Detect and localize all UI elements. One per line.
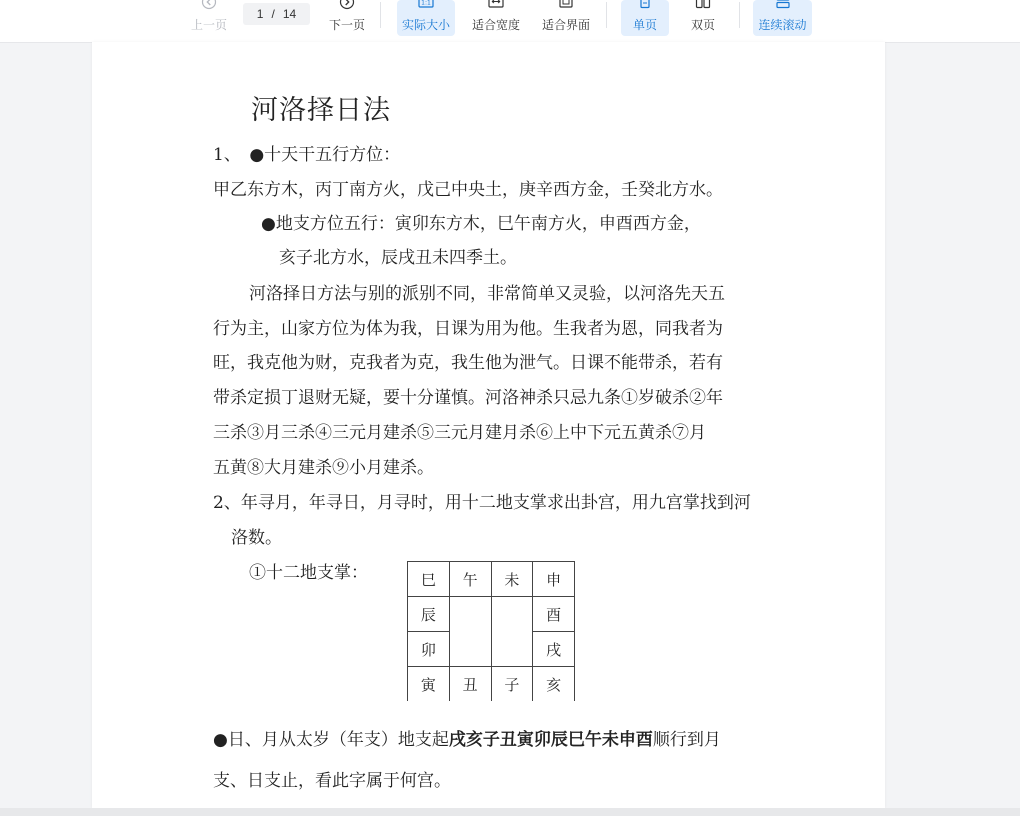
grid-cell: 丑 bbox=[449, 667, 491, 702]
continuous-scroll-label: 连续滚动 bbox=[758, 18, 807, 32]
doc-line: 亥子北方水，辰戌丑未四季土。 bbox=[279, 248, 517, 268]
grid-cell bbox=[449, 632, 491, 667]
doc-line: ①十二地支掌： bbox=[249, 563, 368, 583]
page-separator: / bbox=[271, 7, 275, 21]
doc-line: 2、年寻月，年寻日，月寻时，用十二地支掌求出卦宫，用九宫掌找到河 bbox=[213, 493, 751, 513]
grid-cell bbox=[449, 597, 491, 632]
grid-cell: 辰 bbox=[408, 597, 450, 632]
actual-size-button[interactable] bbox=[397, 0, 455, 36]
next-page-button[interactable] bbox=[325, 0, 369, 36]
doc-line: 河洛择日方法与别的派别不同，非常简单又灵验，以河洛先天五 bbox=[249, 284, 725, 304]
fit-page-label: 适合界面 bbox=[541, 18, 590, 32]
prev-page-label: 上一页 bbox=[190, 18, 227, 32]
doc-line: 甲乙东方木，丙丁南方火，戊己中央土，庚辛西方金，壬癸北方水。 bbox=[213, 180, 723, 200]
grid-cell: 未 bbox=[491, 562, 533, 597]
grid-cell: 亥 bbox=[533, 667, 575, 702]
grid-cell: 午 bbox=[449, 562, 491, 597]
page-indicator[interactable] bbox=[243, 3, 310, 25]
doc-line: 洛数。 bbox=[231, 528, 282, 548]
single-page-button[interactable] bbox=[621, 0, 669, 36]
prev-page-button[interactable] bbox=[188, 0, 230, 36]
doc-line bbox=[213, 725, 721, 750]
total-pages: 14 bbox=[282, 7, 297, 21]
final-prefix: ●日、月从太岁（年支）地支起 bbox=[213, 730, 449, 750]
viewer-toolbar bbox=[0, 0, 1020, 43]
chevron-left-icon bbox=[201, 0, 217, 16]
single-page-icon bbox=[637, 0, 653, 16]
doc-line: ●地支方位五行：寅卯东方木，巳午南方火，申酉西方金， bbox=[261, 214, 701, 234]
grid-cell: 戌 bbox=[533, 632, 575, 667]
final-bold-branches: 戌亥子丑寅卯辰巳午未申酉 bbox=[448, 730, 653, 750]
doc-line: 旺，我克他为财，克我者为克，我生他为泄气。日课不能带杀，若有 bbox=[213, 353, 723, 373]
grid-cell: 申 bbox=[533, 562, 575, 597]
fit-width-button[interactable] bbox=[468, 0, 524, 36]
chevron-right-icon bbox=[339, 0, 355, 16]
doc-line: 行为主，山家方位为体为我，日课为用为他。生我者为恩，同我者为 bbox=[213, 319, 723, 339]
grid-cell: 子 bbox=[491, 667, 533, 702]
grid-cell: 巳 bbox=[408, 562, 450, 597]
current-page-input[interactable]: 1 bbox=[256, 7, 264, 21]
earthly-branches-grid bbox=[407, 561, 575, 701]
double-page-label: 双页 bbox=[690, 18, 715, 32]
single-page-label: 单页 bbox=[632, 18, 657, 32]
grid-cell: 寅 bbox=[408, 667, 450, 702]
grid-cell: 卯 bbox=[408, 632, 450, 667]
grid-cell: 酉 bbox=[533, 597, 575, 632]
actual-size-label: 实际大小 bbox=[401, 18, 450, 32]
document-title: 河洛择日法 bbox=[251, 95, 391, 126]
doc-line: 五黄⑧大月建杀⑨小月建杀。 bbox=[213, 458, 434, 478]
bottom-scroll-strip bbox=[0, 808, 1020, 816]
next-page-label: 下一页 bbox=[328, 18, 365, 32]
toolbar-divider bbox=[739, 2, 740, 28]
fit-page-icon bbox=[557, 0, 575, 16]
doc-line: 1、 ●十天干五行方位： bbox=[213, 145, 401, 165]
doc-line: 带杀定损丁退财无疑，要十分谨慎。河洛神杀只忌九条①岁破杀②年 bbox=[213, 388, 723, 408]
continuous-scroll-icon bbox=[774, 0, 792, 16]
grid-cell bbox=[491, 597, 533, 632]
grid-cell bbox=[491, 632, 533, 667]
double-page-button[interactable] bbox=[680, 0, 726, 36]
document-page bbox=[92, 42, 885, 808]
double-page-icon bbox=[694, 0, 712, 16]
toolbar-divider bbox=[606, 2, 607, 28]
continuous-scroll-button[interactable] bbox=[753, 0, 812, 36]
svg-text:1:1: 1:1 bbox=[421, 0, 431, 7]
fit-width-icon bbox=[487, 0, 505, 16]
doc-line: 三杀③月三杀④三元月建杀⑤三元月建月杀⑥上中下元五黄杀⑦月 bbox=[213, 423, 706, 443]
final-suffix: 顺行到月 bbox=[652, 730, 721, 750]
fit-page-button[interactable] bbox=[538, 0, 594, 36]
actual-size-icon bbox=[417, 0, 435, 16]
fit-width-label: 适合宽度 bbox=[471, 18, 520, 32]
toolbar-divider bbox=[380, 2, 381, 28]
doc-line: 支、日支止，看此字属于何宫。 bbox=[213, 771, 451, 791]
